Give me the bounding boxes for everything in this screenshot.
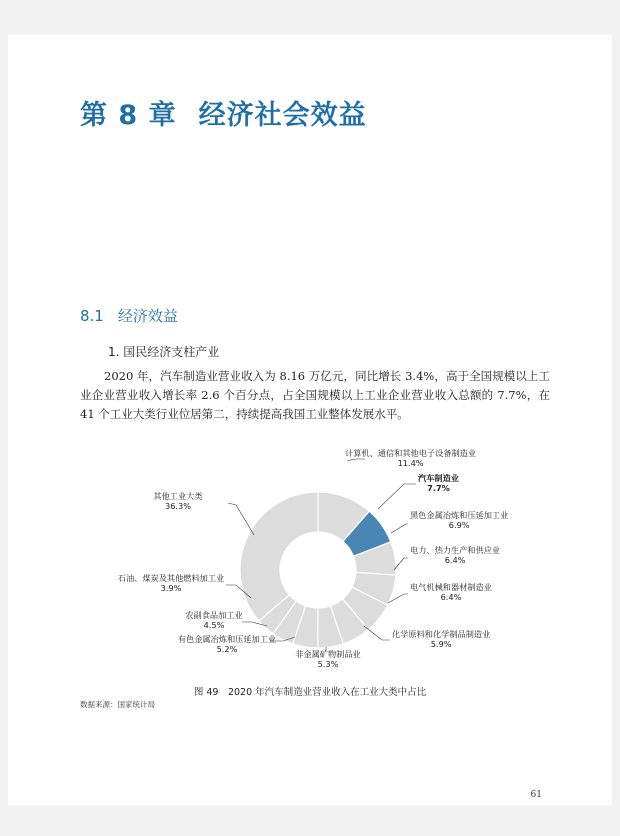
slice-value-label: 4.5% — [203, 620, 225, 630]
slice-label: 黑色金属冶炼和压延加工业 — [410, 510, 509, 520]
section-name: 经济效益 — [117, 307, 178, 325]
chapter-number: 第 8 章 — [80, 100, 177, 131]
document-page — [8, 35, 612, 805]
leader-line-1 — [347, 459, 365, 461]
slice-value-label: 6.4% — [444, 555, 466, 565]
leader-line-2 — [378, 484, 416, 509]
donut-chart — [8, 35, 612, 695]
slice-label: 石油、煤炭及其他燃料加工业 — [117, 573, 225, 583]
slice-value-label: 11.4% — [397, 458, 424, 468]
leader-line-11 — [228, 503, 254, 535]
slice-label: 其他工业大类 — [153, 491, 203, 501]
slice-value-label: 5.2% — [216, 644, 238, 654]
slice-label: 有色金属冶炼和压延加工业 — [177, 634, 277, 644]
slice-label: 电力、热力生产和供应业 — [410, 545, 501, 555]
subsection-title: 1. 国民经济支柱产业 — [108, 345, 220, 359]
slice-label: 计算机、通信和其他电子设备制造业 — [345, 448, 477, 458]
slice-label: 非金属矿物制品业 — [295, 649, 361, 659]
slice-11 — [240, 492, 318, 621]
section-number: 8.1 — [80, 307, 104, 325]
leader-line-3 — [391, 524, 408, 533]
slice-value-label: 6.9% — [448, 520, 470, 530]
slice-value-label: 5.3% — [317, 659, 339, 669]
slice-value-label: 5.9% — [430, 639, 452, 649]
slice-value-label: 36.3% — [164, 501, 192, 511]
page-number: 61 — [530, 790, 542, 800]
chapter-name: 经济社会效益 — [198, 100, 367, 131]
slice-label: 电气机械和器材制造业 — [410, 582, 492, 592]
body-paragraph: 2020 年，汽车制造业营业收入为 8.16 万亿元，同比增长 3.4%，高于全国规模以上工业企业营业收入增长率 2.6 个百分点，占全国规模以上工业企业营业收入总额的 7.7%，在 41 个工业大类行业位居第二，持续提高我国工业整体发展水平。 — [80, 369, 550, 421]
slice-label: 化学原料和化学制品制造业 — [392, 629, 491, 639]
slice-value-label: 6.4% — [440, 592, 462, 602]
slice-value-label: 3.9% — [160, 583, 182, 593]
data-source: 数据来源：国家统计局 — [80, 700, 155, 709]
slice-value-label: 7.7% — [427, 483, 450, 493]
slice-label: 汽车制造业 — [418, 473, 459, 483]
figure-caption: 图 49 2020 年汽车制造业营业收入在工业大类中占比 — [193, 687, 427, 698]
slice-label: 农副食品加工业 — [185, 610, 243, 620]
